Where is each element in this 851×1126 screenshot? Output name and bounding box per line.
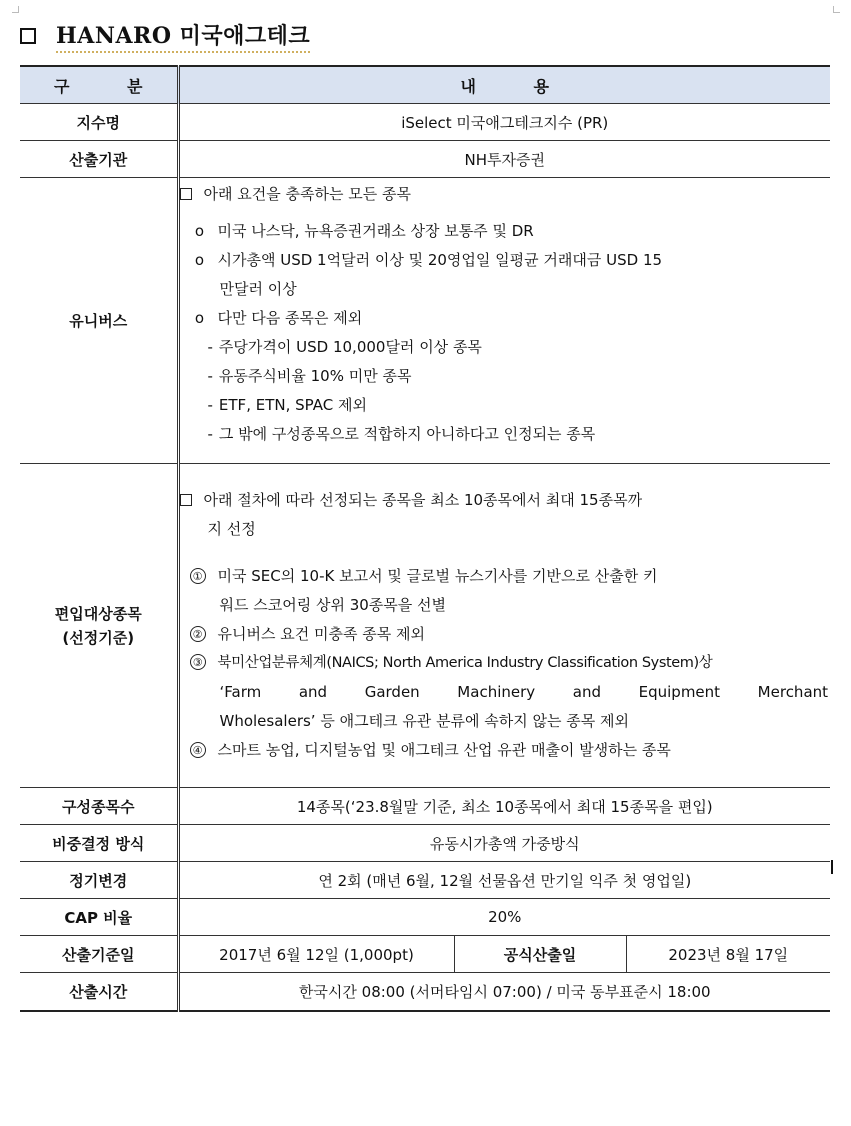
square-bullet-icon	[180, 494, 192, 506]
page-corner-mark-left	[12, 6, 19, 13]
circle-bullet-icon: o	[194, 222, 205, 240]
table-row	[20, 464, 830, 788]
square-bullet-icon	[180, 188, 192, 200]
page-corner-mark-right	[833, 6, 840, 13]
circled-number-icon: ①	[190, 568, 206, 584]
calc-agency-value: NH투자증권	[178, 141, 830, 178]
selection-step-continued: Wholesalers’ 등 애그테크 유관 분류에 속하지 않는 종목 제외	[219, 712, 630, 730]
row-label-selection: 편입대상종목 (선정기준)	[20, 464, 178, 788]
row-label-calc-time: 산출시간	[20, 973, 178, 1011]
calc-time-value: 한국시간 08:00 (서머타임시 07:00) / 미국 동부표준시 18:00	[178, 973, 830, 1011]
weighting-value: 유동시가총액 가중방식	[178, 825, 830, 862]
circled-number-icon: ③	[190, 654, 206, 670]
header-content: 내 용	[178, 66, 830, 104]
table-row	[20, 862, 830, 899]
row-label-constituents: 구성종목수	[20, 788, 178, 825]
selection-step: ④ 스마트 농업, 디지털농업 및 애그테크 산업 유관 매출이 발생하는 종목	[180, 736, 831, 765]
selection-heading: 아래 절차에 따라 선정되는 종목을 최소 10종목에서 최대 15종목까	[180, 486, 831, 515]
title-text: HANARO 미국애그테크	[56, 19, 310, 53]
row-label-calc-agency: 산출기관	[20, 141, 178, 178]
rebalance-value: 연 2회 (매년 6월, 12월 선물옵션 만기일 익주 첫 영업일)	[178, 862, 830, 899]
selection-content	[178, 464, 830, 788]
universe-item: o 미국 나스닥, 뉴욕증권거래소 상장 보통주 및 DR	[180, 217, 831, 246]
index-name-value: iSelect 미국애그테크지수 (PR)	[178, 104, 830, 141]
row-label-weighting: 비중결정 방식	[20, 825, 178, 862]
table-row	[20, 104, 830, 141]
universe-heading: 아래 요건을 충족하는 모든 종목	[180, 180, 831, 209]
table-row	[20, 141, 830, 178]
table-row	[20, 178, 830, 464]
row-label-index-name: 지수명	[20, 104, 178, 141]
text-cursor	[831, 860, 833, 874]
table-row	[20, 936, 830, 973]
table-row	[20, 973, 830, 1011]
selection-step: ③ 북미산업분류체계(NAICS; North America Industry Classification System)상	[180, 649, 831, 678]
universe-content	[178, 178, 830, 464]
table-header-row	[20, 66, 830, 104]
row-label-rebalance: 정기변경	[20, 862, 178, 899]
cap-value: 20%	[178, 899, 830, 936]
row-label-universe: 유니버스	[20, 178, 178, 464]
selection-step-continued: 워드 스코어링 상위 30종목을 선별	[219, 596, 447, 614]
circled-number-icon: ②	[190, 626, 206, 642]
exclusion-item: - 유동주식비율 10% 미만 종목	[207, 367, 412, 385]
exclusion-item: - 주당가격이 USD 10,000달러 이상 종목	[207, 338, 482, 356]
checkbox-square-icon	[20, 28, 36, 44]
universe-item: o 다만 다음 종목은 제외	[180, 304, 831, 333]
exclusion-item: - 그 밖에 구성종목으로 적합하지 아니하다고 인정되는 종목	[207, 425, 596, 443]
circle-bullet-icon: o	[194, 309, 205, 327]
row-label-official-date: 공식산출일	[454, 936, 626, 973]
exclusion-item: - ETF, ETN, SPAC 제외	[207, 396, 367, 414]
official-date-value: 2023년 8월 17일	[626, 936, 830, 973]
circle-bullet-icon: o	[194, 251, 205, 269]
selection-heading-continued: 지 선정	[207, 520, 256, 538]
universe-item: o 시가총액 USD 1억달러 이상 및 20영업일 일평균 거래대금 USD 15	[180, 246, 831, 275]
base-date-value: 2017년 6월 12일 (1,000pt)	[178, 936, 454, 973]
circled-number-icon: ④	[190, 742, 206, 758]
table-row	[20, 825, 830, 862]
row-label-base-date: 산출기준일	[20, 936, 178, 973]
universe-item-continued: 만달러 이상	[219, 280, 297, 298]
selection-step-continued: ‘Farm and Garden Machinery and Equipment Merchant	[219, 683, 829, 701]
table-row	[20, 788, 830, 825]
selection-step: ② 유니버스 요건 미충족 종목 제외	[180, 620, 831, 649]
selection-step: ① 미국 SEC의 10-K 보고서 및 글로벌 뉴스기사를 기반으로 산출한 키	[180, 562, 831, 591]
constituents-value: 14종목(‘23.8월말 기준, 최소 10종목에서 최대 15종목을 편입)	[178, 788, 830, 825]
table-row	[20, 899, 830, 936]
row-label-cap: CAP 비율	[20, 899, 178, 936]
header-category: 구 분	[20, 66, 178, 104]
document-title	[20, 20, 310, 52]
index-spec-table	[20, 65, 830, 1012]
